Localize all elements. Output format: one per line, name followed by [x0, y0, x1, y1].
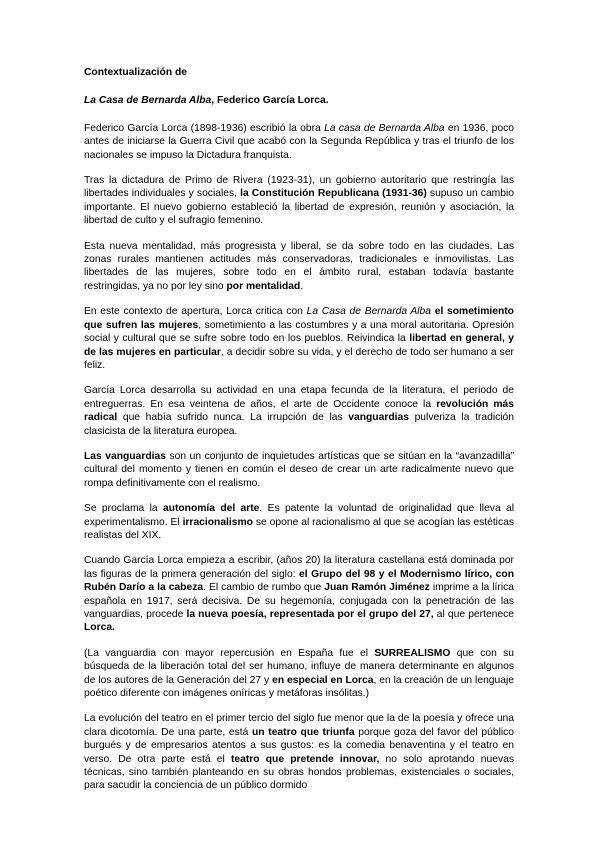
bold-text: vanguardias — [348, 412, 409, 424]
paragraph — [84, 647, 514, 701]
text-run: La evolución del teatro en el primer tercio del siglo fue menor que la de la poesía y ofrece una clara dicotomía. De una parte, está — [84, 713, 514, 738]
text-run: , sometimiento a las costumbres y a una moral autoritaria. Opresión social y cultural que se sufre sobre todo en los pueblos. Reivindica la — [84, 319, 515, 345]
bold-text: revolución más radical — [84, 398, 514, 424]
paragraph — [84, 384, 514, 438]
bold-text: el Grupo del 98 y el Modernismo lírico, con Rubén Darío a la cabeza — [84, 568, 514, 594]
document-subtitle — [84, 94, 514, 107]
text-run: García Lorca desarrolla su actividad en una etapa fecunda de la literatura, el periodo de entreguerras. En esa veintena de años, el arte de Occidente conoce la — [84, 385, 514, 410]
italic-text: La casa de Bernarda Alba — [324, 122, 445, 134]
bold-text: en especial en Lorca — [272, 674, 374, 686]
text-run: imprime a la lírica española en 1917, será decisiva. De su hegemonía, conjugada con la penetración de las vanguardias, procede — [84, 582, 514, 620]
bold-text: la Constitución Republicana (1931-36) — [240, 188, 427, 200]
paragraph — [84, 554, 514, 634]
bold-text: por mentalidad — [226, 280, 301, 292]
text-run: . El cambio de rumbo que — [203, 582, 325, 594]
paragraph — [84, 122, 514, 162]
bold-text: irracionalismo — [182, 516, 253, 528]
paragraph — [84, 305, 514, 372]
text-run: Cuando García Lorca empieza a escribir, (años 20) la literatura castellana está dominada por las figuras de la primera generación del siglo: — [84, 555, 514, 580]
text-run: son un conjunto de inquietudes artísticas que se sitúan en la “avanzadilla” cultural del momento y tienen en común el deseo de crear un arte radicalmente nuevo que rompa definitivamente con el realismo. — [84, 450, 514, 489]
text-run: Se proclama la — [84, 503, 163, 515]
text-run: supuso un cambio importante. El nuevo gobierno estableció la libertad de expresión, reunión y asociación, la libertad de culto y el sufragio femenino. — [84, 188, 514, 227]
text-run: en 1936, poco antes de iniciarse la Guerra Civil que acabó con la Segunda República y tras el triunfo de los nacionales se impuso la Dictadura franquista. — [84, 122, 514, 161]
text-run: que con su búsqueda de la liberación total del ser humano, influye de manera determinante en algunos de los autores de la Generación del 27 y — [84, 647, 514, 686]
text-run: que había sufrido nunca. La irrupción de las — [117, 412, 349, 424]
text-run: no solo aprotando nuevas técnicas, sino también planteando en su obras hondos problemas, existenciales o sociales, para sacudir la conciencia de un público dormido — [84, 753, 515, 792]
bold-text: teatro que pretende innovar, — [230, 753, 380, 765]
bold-text: el sometimiento que sufren las mujeres — [84, 306, 514, 331]
paragraph — [84, 712, 514, 792]
work-title: La Casa de Bernarda Alba — [84, 95, 212, 107]
text-run: (La vanguardia con mayor repercusión en España fue el — [84, 647, 375, 659]
paragraph — [84, 450, 514, 490]
bold-text: SURREALISMO — [374, 647, 451, 659]
bold-text: un teatro que triunfa — [252, 726, 355, 738]
text-run: se opone al racionalismo al que se acogían las estéticas realistas del XIX. — [84, 516, 514, 541]
bold-text: autonomía del arte — [162, 503, 260, 515]
text-run: . Es patente la voluntad de originalidad que lleva al experimentalismo. El — [84, 503, 515, 528]
bold-text: libertad en general, y de las mujeres en particular — [84, 333, 514, 358]
text-run: pulveriza la tradición clasicista de la literatura europea. — [84, 412, 514, 437]
italic-text: La Casa de Bernarda Alba — [306, 306, 432, 318]
text-run: porque goza del favor del público burgués y de empresarios atentos a sus gustos: es la comedia benaventina y el teatro en verso. De otra parte está el — [84, 726, 515, 765]
paragraph — [84, 502, 514, 542]
text-run: Esta nueva mentalidad, más progresista y liberal, se da sobre todo en las ciudades. Las zonas rurales mantienen actitudes más conservadoras, tradicionales e inmovilistas. Las libertades de las mujeres, sobre todo en el ámbito rural, estaban todavía bastante restringidas, ya no por ley sino — [84, 240, 514, 292]
author-name: , Federico García Lorca. — [211, 95, 329, 107]
bold-text: Juan Ramón Jiménez — [324, 582, 430, 594]
bold-text: la nueva poesía, representada por el grupo del 27, — [186, 609, 434, 620]
paragraph — [84, 174, 514, 228]
text-run: En este contexto de apertura, Lorca critica con — [84, 306, 307, 318]
text-run: , a decidir sobre su vida, y el derecho de todo ser humano a ser feliz. — [84, 346, 514, 371]
text-run: , en la creación de un lenguaje poético diferente con imágenes oníricas y metáforas insólitas.) — [84, 674, 514, 700]
text-run: . — [300, 280, 304, 292]
bold-text: Las vanguardias — [84, 450, 166, 462]
text-run: Federico García Lorca (1898-1936) escribió la obra — [84, 122, 325, 134]
document-title: Contextualización de — [84, 67, 187, 78]
bold-text: Lorca. — [84, 622, 115, 634]
document-page — [84, 66, 514, 793]
text-run: Tras la dictadura de Primo de Rivera (1923-31), un gobierno autoritario que restringía las libertades individuales y sociales, — [84, 175, 514, 200]
paragraph — [84, 240, 514, 294]
text-run: al que pertenece — [433, 609, 514, 620]
